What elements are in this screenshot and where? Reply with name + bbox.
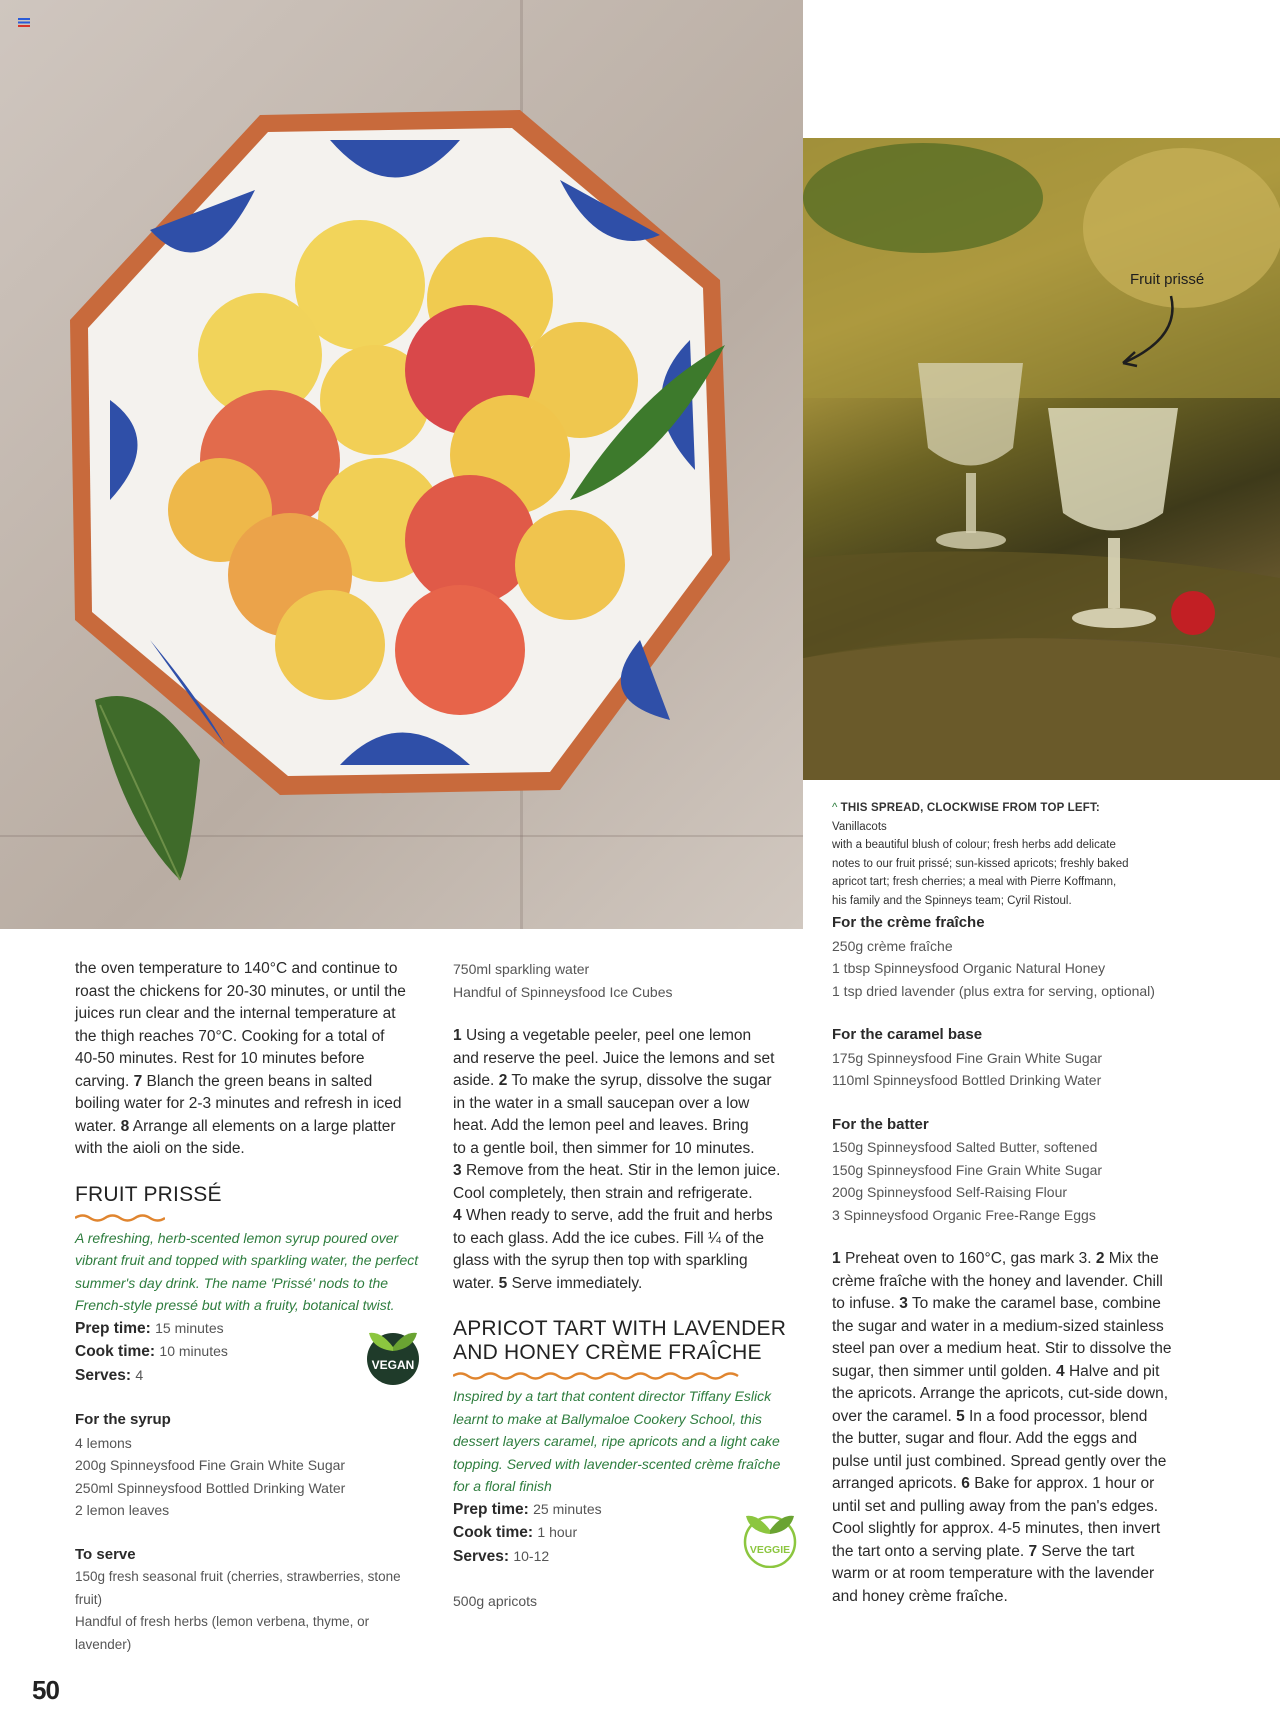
serve-heading: To serve (75, 1545, 136, 1563)
veggie-badge-icon (740, 1508, 800, 1568)
wave-divider-icon (453, 1371, 743, 1381)
bowl-illustration (0, 0, 803, 929)
caption-line: notes to our fruit prissé; sun-kissed apricots; freshly baked (832, 857, 1129, 870)
step-number: 3 (453, 1162, 462, 1179)
caption-lead: THIS SPREAD, CLOCKWISE FROM TOP LEFT: (840, 802, 1100, 814)
batter-ingredients (832, 1136, 1192, 1226)
syrup-ingredients (75, 1432, 425, 1522)
ingredient: 4 lemons (75, 1434, 132, 1451)
ingredient: 150g Spinneysfood Salted Butter, softened (832, 1139, 1098, 1155)
body-line: 40-50 minutes. Rest for 10 minutes before (75, 1050, 365, 1067)
body-line: the thigh reaches 70°C. Cooking for a total of (75, 1027, 385, 1045)
step-number: 5 (498, 1274, 508, 1292)
serve-ingredients (75, 1566, 425, 1656)
step-number: 4 (453, 1207, 462, 1224)
prep-time: Prep time: 15 minutes (75, 1319, 224, 1337)
batter-heading: For the batter (832, 1115, 929, 1133)
recipe-intro: A refreshing, herb-scented lemon syrup poured over vibrant fruit and topped with sparkling water, the perfect summer's day drink. The name 'Prissé' nods to the French-style pressé but with a fruity, botanical twist. (75, 1229, 419, 1313)
ingredient: 150g fresh seasonal fruit (cherries, strawberries, stone fruit) (75, 1569, 401, 1607)
caramel-ingredients (832, 1047, 1192, 1092)
ingredients-continued (453, 958, 813, 1003)
body-line: water. 8 Arrange all elements on a large platter (75, 1117, 396, 1135)
caption-line: his family and the Spinneys team; Cyril Ristoul. (832, 894, 1072, 907)
ingredient: 150g Spinneysfood Fine Grain White Sugar (832, 1161, 1103, 1178)
step-number: 7 (133, 1072, 143, 1090)
recipe-intro: Inspired by a tart that content director Tiffany Eslick learnt to make at Ballymaloe Cookery School, this dessert layers caramel, ripe apricots and a light cake topping. Served with lavender-scented crème fraîche for a floral finish (453, 1388, 781, 1494)
step-number: 5 (956, 1407, 965, 1425)
ingredient: 250ml Spinneysfood Bottled Drinking Water (75, 1479, 346, 1496)
serves: Serves: 4 (75, 1366, 144, 1384)
recipe-title-fruit-prisse: FRUIT PRISSÉ (75, 1182, 222, 1206)
step-number: 7 (1028, 1542, 1038, 1560)
ingredient: 175g Spinneysfood Fine Grain White Sugar (832, 1049, 1103, 1066)
step-number: 4 (1056, 1362, 1065, 1380)
cook-time: Cook time: 10 minutes (75, 1343, 228, 1360)
photo-caption (832, 799, 1132, 910)
prep-time: Prep time: 25 minutes (453, 1500, 602, 1518)
step-number: 1 (832, 1250, 841, 1267)
glasses-illustration (803, 138, 1280, 780)
ingredient: 3 Spinneysfood Organic Free-Range Eggs (832, 1206, 1096, 1223)
column-1 (75, 958, 425, 1656)
ingredient: 2 lemon leaves (75, 1502, 170, 1518)
fruit-prisse-photo (803, 138, 1280, 780)
creme-heading: For the crème fraîche (832, 914, 985, 931)
step-number: 6 (961, 1475, 970, 1492)
ingredient: Handful of Spinneysfood Ice Cubes (453, 983, 673, 1000)
ingredient: 110ml Spinneysfood Bottled Drinking Water (832, 1072, 1102, 1088)
ingredient: 1 tsp dried lavender (plus extra for serving, optional) (832, 982, 1155, 999)
page-number: 50 (32, 1675, 59, 1705)
step-number: 8 (120, 1117, 130, 1135)
body-line: juices run clear and the internal temperature at (75, 1005, 396, 1022)
creme-ingredients (832, 935, 1192, 1003)
body-line: boiling water for 2-3 minutes and refresh in iced (75, 1095, 402, 1112)
step-number: 1 (453, 1027, 462, 1044)
wave-divider-icon (75, 1213, 165, 1223)
cook-time: Cook time: 1 hour (453, 1524, 578, 1541)
vegan-badge-label: VEGAN (371, 1358, 415, 1372)
column-3 (832, 912, 1192, 1608)
ingredient: Handful of fresh herbs (lemon verbena, thyme, or lavender) (75, 1614, 370, 1652)
ingredient: 250g crème fraîche (832, 937, 953, 954)
caption-arrow-icon: ^ (832, 802, 838, 814)
menu-icon[interactable] (18, 18, 30, 27)
photo-label: Fruit prissé (1130, 271, 1205, 288)
caption-line: with a beautiful blush of colour; fresh herbs add delicate (832, 839, 1116, 851)
step-number: 2 (498, 1072, 508, 1089)
ingredient: 1 tbsp Spinneysfood Organic Natural Honey (832, 960, 1106, 976)
vegan-badge-icon (363, 1325, 423, 1385)
serves: Serves: 10-12 (453, 1547, 550, 1565)
body-line: with the aioli on the side. (75, 1140, 245, 1157)
caramel-heading: For the caramel base (832, 1026, 983, 1043)
step-number: 2 (1095, 1250, 1105, 1267)
ingredient: 500g apricots (453, 1593, 538, 1609)
ingredient: 200g Spinneysfood Self-Raising Flour (832, 1184, 1068, 1200)
body-line: the oven temperature to 140°C and continue to (75, 960, 398, 977)
caption-line: apricot tart; fresh cherries; a meal with Pierre Koffmann, (832, 876, 1117, 888)
veggie-badge-label: VEGGIE (749, 1544, 791, 1556)
step-number: 3 (899, 1295, 908, 1312)
ingredient: 200g Spinneysfood Fine Grain White Sugar (75, 1457, 346, 1473)
recipe-title-apricot-tart: APRICOT TART WITH LAVENDER AND HONEY CRÈME FRAÎCHE (453, 1317, 787, 1364)
caption-line: Vanillacots (832, 820, 887, 833)
body-line: roast the chickens for 20-30 minutes, or until the (75, 982, 406, 1000)
body-line: carving. 7 Blanch the green beans in salted (75, 1072, 373, 1090)
method: 1 Using a vegetable peeler, peel one lemon and reserve the peel. Juice the lemons and set aside. 2 To make the syrup, dissolve the sugar in the water in a small saucepan over a low heat. Add the lemon peel and leaves. Bring to a gentle boil, then simmer for 10 minutes. 3 Remove from the heat. Stir in the lemon juice. Cool completely, then strain and refrigerate. 4 When ready to serve, add the fruit and herbs to each glass. Add the ice cubes. Fill ¼ of the glass with the syrup then top with sparkling water. 5 Serve immediately. (453, 1027, 781, 1292)
syrup-heading: For the syrup (75, 1411, 171, 1428)
apricot-bowl-photo (0, 0, 803, 929)
ingredient: 750ml sparkling water (453, 961, 590, 977)
method: 1 Preheat oven to 160°C, gas mark 3. 2 Mix the crème fraîche with the honey and lavender. Chill to infuse. 3 To make the caramel base, combine the sugar and water in a medium-sized stainless steel pan over a medium heat. Stir to dissolve the sugar, then simmer until golden. 4 Halve and pit the apricots. Arrange the apricots, cut-side down, over the caramel. 5 In a food processor, blend the butter, sugar and flour. Add the eggs and pulse until just combined. Spread gently over the arranged apricots. 6 Bake for approx. 1 hour or until set and pulling away from the pan's edges. Cool slightly for approx. 4-5 minutes, then invert the tart onto a serving plate. 7 Serve the tart warm or at room temperature with the lavender and honey crème fraîche. (832, 1250, 1172, 1605)
